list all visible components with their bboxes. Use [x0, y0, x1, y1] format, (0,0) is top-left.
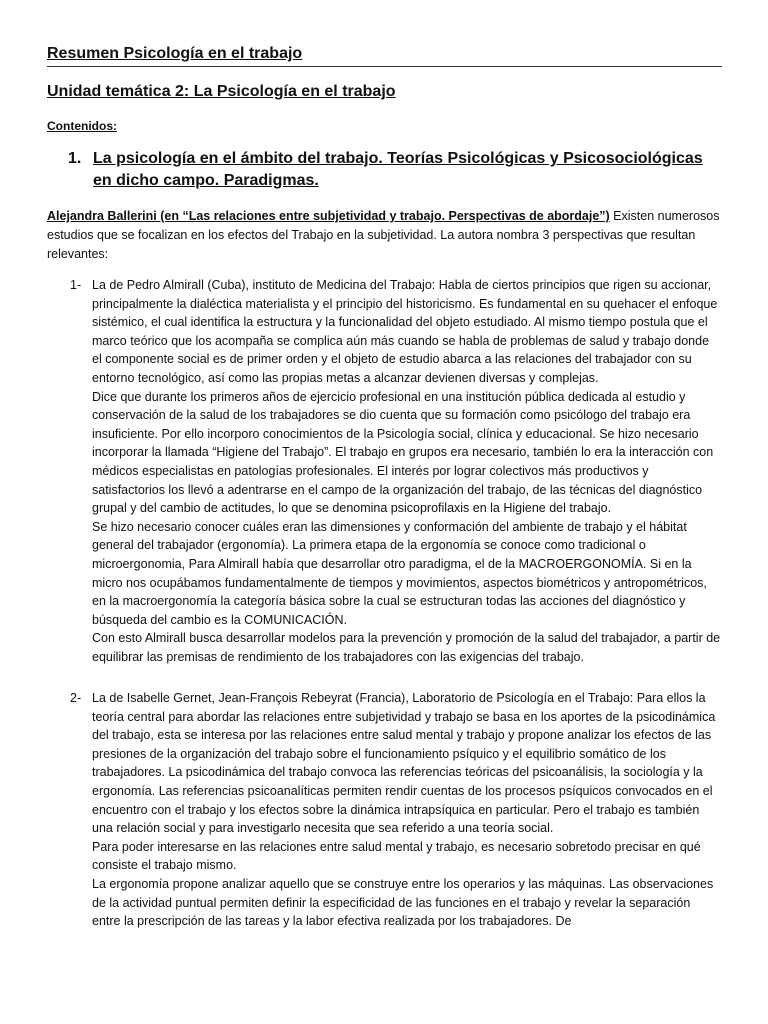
paragraph: Se hizo necesario conocer cuáles eran las dimensiones y conformación del ambiente de trabajo y el hábitat general del trabajador (ergonomía). La primera etapa de la ergonomía se conoce como tradicional o microergonomia, Para Almirall había que desarrollar otro paradigma, el de la MACROERGONOMÍA. Si en la micro nos ocupábamos fundamentalmente de tiempos y movimientos, aspectos biométricos y antropométricos, en la macroergonomía la categoría básica sobre la cual se estructuran todas las acciones del diagnóstico y búsqueda del cambio es la COMUNICACIÓN.	[92, 519, 707, 627]
list-marker: 1-	[70, 278, 82, 292]
paragraph: La de Isabelle Gernet, Jean-François Rebeyrat (Francia), Laboratorio de Psicología en el Trabajo: Para ellos la teoría central para abordar las relaciones entre subjetividad y trabajo se basa en los aportes de la psicodinámica del trabajo, esta se interesa por las relaciones entre salud mental y trabajo y propone analizar los efectos de las presiones de la organización del trabajo sobre el funcionamiento psíquico y el equilibrio somático de los trabajadores. La psicodinámica del trabajo convoca las referencias teóricas del psicoanálisis, la sociología y la ergonomía. Las referencias psicoanalíticas permiten rendir cuentas de los procesos psíquicos convocados en el encuentro con el trabajo y los efectos sobre la dinámica intrapsíquica en particular. Pero el trabajo es también una relación social y para investigarlo necesita que sea referido a una teoría social.	[92, 691, 716, 836]
intro-text: Existen numerosos estudios que se focalizan en los efectos del Trabajo en la subjetividad. La autora nombra 3 perspectivas que resultan relevantes:	[47, 209, 720, 261]
list-item-body	[92, 276, 722, 666]
list-item-body	[92, 689, 722, 931]
paragraph: Con esto Almirall busca desarrollar modelos para la prevención y promoción de la salud del trabajador, a partir de equilibrar las premisas de rendimiento de los trabajadores con las exigencias del trabajo.	[92, 631, 721, 664]
unit-title: Unidad temática 2: La Psicología en el trabajo	[47, 83, 396, 100]
paragraph: La de Pedro Almirall (Cuba), instituto de Medicina del Trabajo: Habla de ciertos principios que rigen su accionar, principalmente la dialéctica materialista y el principio del historicismo. Es fundamental en su quehacer el enfoque sistémico, el cual identifica la estructura y la funcionalidad del objeto estudiado. Al mismo tiempo postula que el marco teórico que los acompaña se complica aún más cuando se habla de problemas de salud y trabajo donde el componente social es de primer orden y el objeto de estudio abarca a las relaciones del trabajador con su entorno tecnológico, así como las propias metas a alcanzar devienen diversas y complejas.	[92, 278, 718, 385]
section-number: 1.	[68, 150, 82, 167]
paragraph: Para poder interesarse en las relaciones entre salud mental y trabajo, es necesario sobretodo precisar en qué consiste el trabajo mismo.	[92, 839, 701, 873]
intro-paragraph	[47, 207, 722, 264]
author-reference: Alejandra Ballerini (en “Las relaciones entre subjetividad y trabajo. Perspectivas de abordaje”)	[47, 209, 610, 223]
paragraph: La ergonomía propone analizar aquello que se construye entre los operarios y las máquinas. Las observaciones de la actividad puntual permiten definir la especificidad de las funciones en el trabajo y revelar la separación entre la prescripción de las tareas y la labor efectiva realizada por los trabajadores. De	[92, 876, 714, 929]
paragraph: Dice que durante los primeros años de ejercicio profesional en una institución pública dedicada al estudio y conservación de la salud de los trabajadores se dio cuenta que su formación como psicólogo del trabajo era insuficiente. Por ello incorporo conocimientos de la Psicología social, clínica y educacional. Se hizo necesario incorporar la llamada “Higiene del Trabajo”. El trabajo en grupos era necesario, también lo era la interacción con médicos especialistas en patologías profesionales. El interés por lograr colectivos más productivos y satisfactorios los llevó a adentrarse en el campo de la organización del trabajo, de las técnicas del diagnóstico grupal y del cambio de actitudes, lo que se denomina psicoprofilaxis en la Higiene del trabajo.	[92, 389, 714, 516]
document-title: Resumen Psicología en el trabajo	[47, 44, 722, 67]
section-heading-text: La psicología en el ámbito del trabajo. Teorías Psicológicas y Psicosociológicas en dicho campo. Paradigmas.	[93, 150, 703, 189]
contents-label: Contenidos:	[47, 119, 117, 133]
list-marker: 2-	[70, 691, 82, 705]
